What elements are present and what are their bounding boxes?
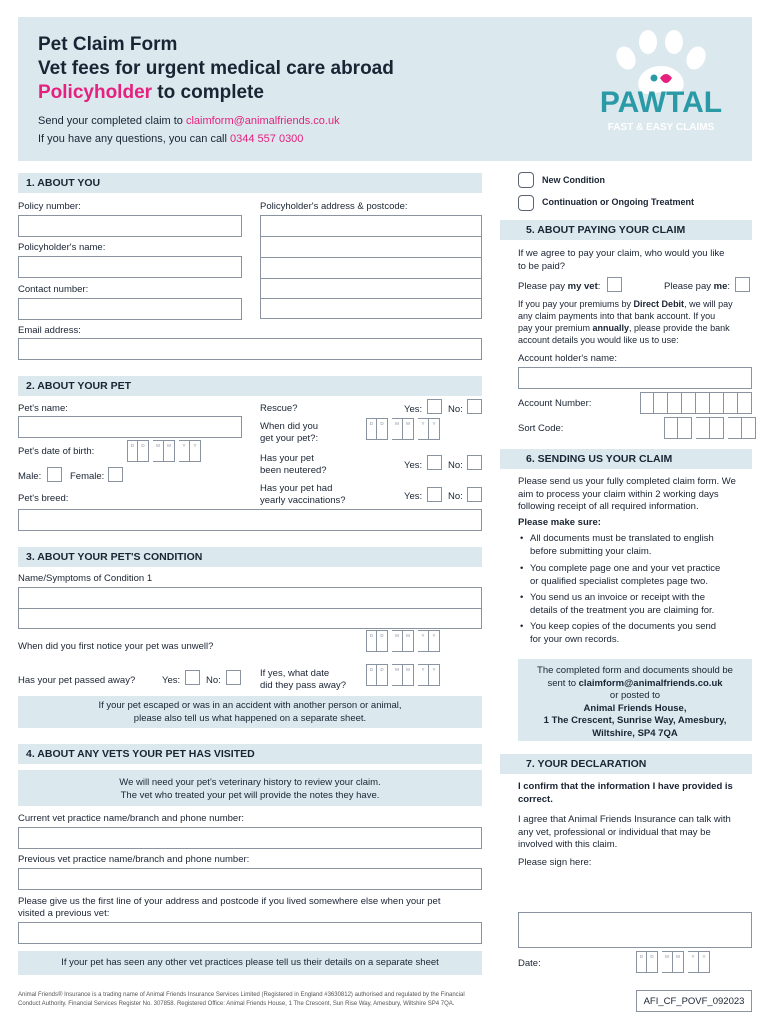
address-divider-2 <box>260 257 482 258</box>
date-digit-hint: Y <box>691 954 695 959</box>
other-vets-text: If your pet has seen any other vet practices please tell us their details on a separate sheet <box>61 957 439 968</box>
postal-text <box>518 665 752 740</box>
sign-label: Please sign here: <box>518 857 592 868</box>
send-line <box>38 115 340 127</box>
neutered-yes-label: Yes: <box>404 460 423 471</box>
sent-line-2 <box>518 678 752 691</box>
date-digit-hint: M <box>406 421 410 426</box>
date-digit-cell[interactable] <box>138 440 149 462</box>
neutered-no-checkbox[interactable] <box>467 455 482 470</box>
date-digit-cell[interactable] <box>662 951 673 973</box>
bullet-4: • You keep copies of the documents you send for your own records. <box>530 621 716 646</box>
continuation-checkbox[interactable] <box>518 195 534 211</box>
date-digit-cell[interactable] <box>429 630 440 652</box>
vaccinations-label: Has your pet had yearly vaccinations? <box>260 483 346 506</box>
or-post: or posted to <box>609 690 661 701</box>
section-1-header: 1. ABOUT YOU <box>18 173 482 193</box>
date-digit-cell[interactable] <box>688 951 699 973</box>
email-label: Email address: <box>18 325 81 336</box>
bullet-3: • You send us an invoice or receipt with the details of the treatment you are claiming for. <box>530 592 714 617</box>
name-label: Policyholder's name: <box>18 242 106 253</box>
contact-field[interactable] <box>18 298 242 320</box>
breed-field[interactable] <box>18 509 482 531</box>
date-digit-cell[interactable] <box>647 951 658 973</box>
pay-vet-suffix: : <box>597 281 601 292</box>
date-digit-cell[interactable] <box>403 630 414 652</box>
first-line-field[interactable] <box>18 922 482 944</box>
date-digit-cell[interactable] <box>403 418 414 440</box>
first-notice-date[interactable] <box>366 630 440 652</box>
title-highlight: Policyholder <box>38 82 153 103</box>
neutered-label: Has your pet been neutered? <box>260 453 327 476</box>
current-vet-label: Current vet practice name/branch and phone number: <box>18 813 245 824</box>
date-digit-cell[interactable] <box>377 418 388 440</box>
passed-yes-checkbox[interactable] <box>185 670 200 685</box>
new-condition-label: New Condition <box>542 175 605 185</box>
female-label: Female: <box>70 471 105 482</box>
date-digit-cell[interactable] <box>392 418 403 440</box>
vacc-yes-checkbox[interactable] <box>427 487 442 502</box>
call-phone-link[interactable]: 0344 557 0300 <box>230 133 304 145</box>
account-holder-field[interactable] <box>518 367 752 389</box>
direct-debit-text <box>518 298 733 346</box>
name-field[interactable] <box>18 256 242 278</box>
pay-vet-label <box>518 281 600 292</box>
dd-part-1: If you pay your premiums by <box>518 299 634 309</box>
date-digit-cell[interactable] <box>418 664 429 686</box>
digit-cell[interactable] <box>682 392 696 414</box>
digit-cell[interactable] <box>654 392 668 414</box>
passed-away-label: Has your pet passed away? <box>18 675 136 686</box>
digit-cell[interactable] <box>742 417 756 439</box>
date-digit-cell[interactable] <box>636 951 647 973</box>
first-notice-label: When did you first notice your pet was unwell? <box>18 641 214 652</box>
email-field[interactable] <box>18 338 482 360</box>
breed-label: Pet's breed: <box>18 493 69 504</box>
pawtal-logo <box>596 28 726 138</box>
send-intro: Please send us your fully completed claim form. We aim to process your claim within 2 working days following receipt of all required information. <box>518 476 736 512</box>
digit-cell[interactable] <box>738 392 752 414</box>
date-digit-cell[interactable] <box>699 951 710 973</box>
address-field[interactable] <box>260 215 482 319</box>
date-digit-cell[interactable] <box>403 664 414 686</box>
send-email-link[interactable]: claimform@animalfriends.co.uk <box>185 115 340 127</box>
date-digit-hint: Y <box>421 421 425 426</box>
female-checkbox[interactable] <box>108 467 123 482</box>
previous-vet-label: Previous vet practice name/branch and phone number: <box>18 854 250 865</box>
rescue-no-checkbox[interactable] <box>467 399 482 414</box>
date-digit-hint: D <box>380 421 384 426</box>
sent-line-1: The completed form and documents should be <box>537 665 733 676</box>
section-7-header: 7. YOUR DECLARATION <box>500 754 752 774</box>
pet-name-field[interactable] <box>18 416 242 438</box>
section-4-header: 4. ABOUT ANY VETS YOUR PET HAS VISITED <box>18 744 482 764</box>
rescue-yes-label: Yes: <box>404 404 423 415</box>
send-prefix: Send your completed claim to <box>38 115 186 127</box>
form-code: AFI_CF_POVF_092023 <box>636 990 752 1012</box>
section-3-header: 3. ABOUT YOUR PET'S CONDITION <box>18 547 482 567</box>
bullet-1: • All documents must be translated to english before submitting your claim. <box>530 533 714 558</box>
passed-no-label: No: <box>206 675 221 686</box>
date-digit-hint: M <box>167 443 171 448</box>
legal-footer: Animal Friends® Insurance is a trading name of Animal Friends Insurance Services Limited (Registered in England #3630812) authorised and regulated by the Financial Conduct Authority. Financial Services Register No. 307858. Registered Office: Animal Friends House, 1 The Crescent, Sun Rise Way, Amesbury, Wiltshire SP4 7QA. <box>18 992 465 1007</box>
date-digit-cell[interactable] <box>153 440 164 462</box>
passed-no-checkbox[interactable] <box>226 670 241 685</box>
date-digit-hint: M <box>156 443 160 448</box>
history-note-text: We will need your pet's veterinary history to review your claim. The vet who treated your pet will provide the notes they have. <box>119 777 381 801</box>
digit-cell[interactable] <box>724 392 738 414</box>
pay-me-prefix: Please pay <box>664 281 714 292</box>
continuation-label: Continuation or Ongoing Treatment <box>542 197 694 207</box>
date-digit-cell[interactable] <box>179 440 190 462</box>
date-digit-hint: D <box>639 954 644 959</box>
previous-vet-field[interactable] <box>18 868 482 890</box>
date-digit-hint: D <box>369 667 374 672</box>
date-digit-hint: D <box>650 954 654 959</box>
date-digit-cell[interactable] <box>164 440 175 462</box>
logo-name: PAWTAL <box>599 86 723 119</box>
new-condition-checkbox[interactable] <box>518 172 534 188</box>
policy-number-label: Policy number: <box>18 201 81 212</box>
date-digit-hint: Y <box>432 421 436 426</box>
dd-bold-1: Direct Debit <box>633 299 685 309</box>
digit-cell[interactable] <box>696 417 710 439</box>
date-digit-cell[interactable] <box>190 440 201 462</box>
vacc-yes-label: Yes: <box>404 491 423 502</box>
pay-me-suffix: : <box>727 281 731 292</box>
section-2-header: 2. ABOUT YOUR PET <box>18 376 482 396</box>
date-digit-hint: D <box>130 443 135 448</box>
date-digit-cell[interactable] <box>366 418 377 440</box>
pay-me-label <box>664 281 730 292</box>
pet-name-label: Pet's name: <box>18 403 68 414</box>
neutered-no-label: No: <box>448 460 463 471</box>
male-label: Male: <box>18 471 42 482</box>
digit-cell[interactable] <box>696 392 710 414</box>
date-digit-cell[interactable] <box>418 630 429 652</box>
date-digit-hint: M <box>406 633 410 638</box>
date-digit-cell[interactable] <box>392 664 403 686</box>
dob-date[interactable] <box>127 440 201 462</box>
sign-date[interactable] <box>636 951 710 973</box>
date-digit-hint: M <box>665 954 669 959</box>
title-line-2: Vet fees for urgent medical care abroad <box>38 58 394 79</box>
title-rest: to complete <box>152 82 264 103</box>
vacc-no-checkbox[interactable] <box>467 487 482 502</box>
date-digit-cell[interactable] <box>366 630 377 652</box>
date-digit-hint: Y <box>421 667 425 672</box>
call-line <box>38 133 303 145</box>
date-digit-hint: D <box>141 443 145 448</box>
date-digit-cell[interactable] <box>377 630 388 652</box>
section-6-header: 6. SENDING US YOUR CLAIM <box>500 449 752 469</box>
pay-vet-bold: my vet <box>567 281 598 292</box>
sent-email[interactable]: claimform@animalfriends.co.uk <box>578 677 723 689</box>
sign-date-label: Date: <box>518 958 541 969</box>
address-divider-4 <box>260 298 482 299</box>
pay-question: If we agree to pay your claim, who would you like to be paid? <box>518 248 725 272</box>
dd-part-3: , please provide the bank account details you would like us to use: <box>518 323 730 345</box>
date-digit-cell[interactable] <box>377 664 388 686</box>
date-digit-hint: M <box>395 667 399 672</box>
first-line-label: Please give us the first line of your address and postcode if you lived somewhere else when your pet visited a previous vet: <box>18 896 441 919</box>
title-line-1: Pet Claim Form <box>38 34 178 55</box>
dob-label: Pet's date of birth: <box>18 446 95 457</box>
pay-vet-checkbox[interactable] <box>607 277 622 292</box>
date-digit-hint: Y <box>193 443 197 448</box>
sort-code-label: Sort Code: <box>518 423 564 434</box>
contact-label: Contact number: <box>18 284 89 295</box>
title-line-3 <box>38 81 394 105</box>
pass-date[interactable] <box>366 664 440 686</box>
pay-me-bold: me <box>713 281 728 292</box>
digit-cell[interactable] <box>664 417 678 439</box>
addr-line-3: Wiltshire, SP4 7QA <box>592 727 678 739</box>
digit-cell[interactable] <box>678 417 692 439</box>
address-divider-3 <box>260 278 482 279</box>
date-digit-cell[interactable] <box>392 630 403 652</box>
date-digit-cell[interactable] <box>418 418 429 440</box>
date-digit-hint: D <box>380 667 384 672</box>
symptoms-divider <box>18 608 482 609</box>
sent-prefix: sent to <box>547 677 579 689</box>
date-digit-cell[interactable] <box>429 418 440 440</box>
passed-yes-label: Yes: <box>162 675 181 686</box>
date-digit-cell[interactable] <box>366 664 377 686</box>
date-digit-hint: D <box>369 633 374 638</box>
account-number-label: Account Number: <box>518 398 592 409</box>
dd-bold-2: annually <box>592 323 630 333</box>
form-title <box>38 33 394 105</box>
date-digit-hint: D <box>369 421 374 426</box>
date-digit-hint: Y <box>432 667 436 672</box>
address-divider-1 <box>260 236 482 237</box>
date-digit-cell[interactable] <box>127 440 138 462</box>
addr-line-2: 1 The Crescent, Sunrise Way, Amesbury, <box>543 715 727 726</box>
digit-cell[interactable] <box>710 417 724 439</box>
account-number-field[interactable] <box>640 392 752 414</box>
account-holder-label: Account holder's name: <box>518 353 617 364</box>
pass-date-label: If yes, what date did they pass away? <box>260 668 347 691</box>
sort-code-field[interactable] <box>664 417 756 439</box>
date-digit-hint: D <box>380 633 384 638</box>
neutered-yes-checkbox[interactable] <box>427 455 442 470</box>
bullet-2: • You complete page one and your vet practice or qualified specialist completes page two. <box>530 563 720 588</box>
call-prefix: If you have any questions, you can call <box>38 133 231 145</box>
when-get-date[interactable] <box>366 418 440 440</box>
address-label: Policyholder's address & postcode: <box>260 201 408 212</box>
accident-note-text: If your pet escaped or was in an accident with another person or animal, please also tell us what happened on a separate sheet. <box>98 700 402 724</box>
section-5-header: 5. ABOUT PAYING YOUR CLAIM <box>500 220 752 240</box>
date-digit-hint: M <box>676 954 680 959</box>
rescue-no-label: No: <box>448 404 463 415</box>
date-digit-hint: Y <box>421 633 425 638</box>
logo-tagline: FAST & EASY CLAIMS <box>607 122 715 133</box>
digit-cell[interactable] <box>728 417 742 439</box>
date-digit-hint: Y <box>432 633 436 638</box>
digit-cell[interactable] <box>710 392 724 414</box>
digit-cell[interactable] <box>640 392 654 414</box>
symptoms-label: Name/Symptoms of Condition 1 <box>18 573 153 584</box>
pay-vet-prefix: Please pay <box>518 281 568 292</box>
date-digit-cell[interactable] <box>429 664 440 686</box>
make-sure-label: Please make sure: <box>518 517 601 528</box>
date-digit-cell[interactable] <box>673 951 684 973</box>
when-get-label: When did you get your pet?: <box>260 421 319 444</box>
current-vet-field[interactable] <box>18 827 482 849</box>
male-checkbox[interactable] <box>47 467 62 482</box>
signature-field[interactable] <box>518 912 752 948</box>
date-digit-hint: M <box>395 633 399 638</box>
vacc-no-label: No: <box>448 491 463 502</box>
agree-text: I agree that Animal Friends Insurance can talk with any vet, professional or individual that may be involved with this claim. <box>518 814 731 850</box>
date-digit-hint: M <box>395 421 399 426</box>
addr-line-1: Animal Friends House, <box>583 702 687 714</box>
dd-part-2: , we will pay any claim payments into that bank account. If you pay your premium <box>518 299 733 333</box>
confirm-text: I confirm that the information I have provided is correct. <box>518 781 733 805</box>
digit-cell[interactable] <box>668 392 682 414</box>
date-digit-hint: Y <box>182 443 186 448</box>
rescue-label: Rescue? <box>260 403 298 414</box>
date-digit-hint: Y <box>702 954 706 959</box>
pay-me-checkbox[interactable] <box>735 277 750 292</box>
rescue-yes-checkbox[interactable] <box>427 399 442 414</box>
date-digit-hint: M <box>406 667 410 672</box>
policy-number-field[interactable] <box>18 215 242 237</box>
